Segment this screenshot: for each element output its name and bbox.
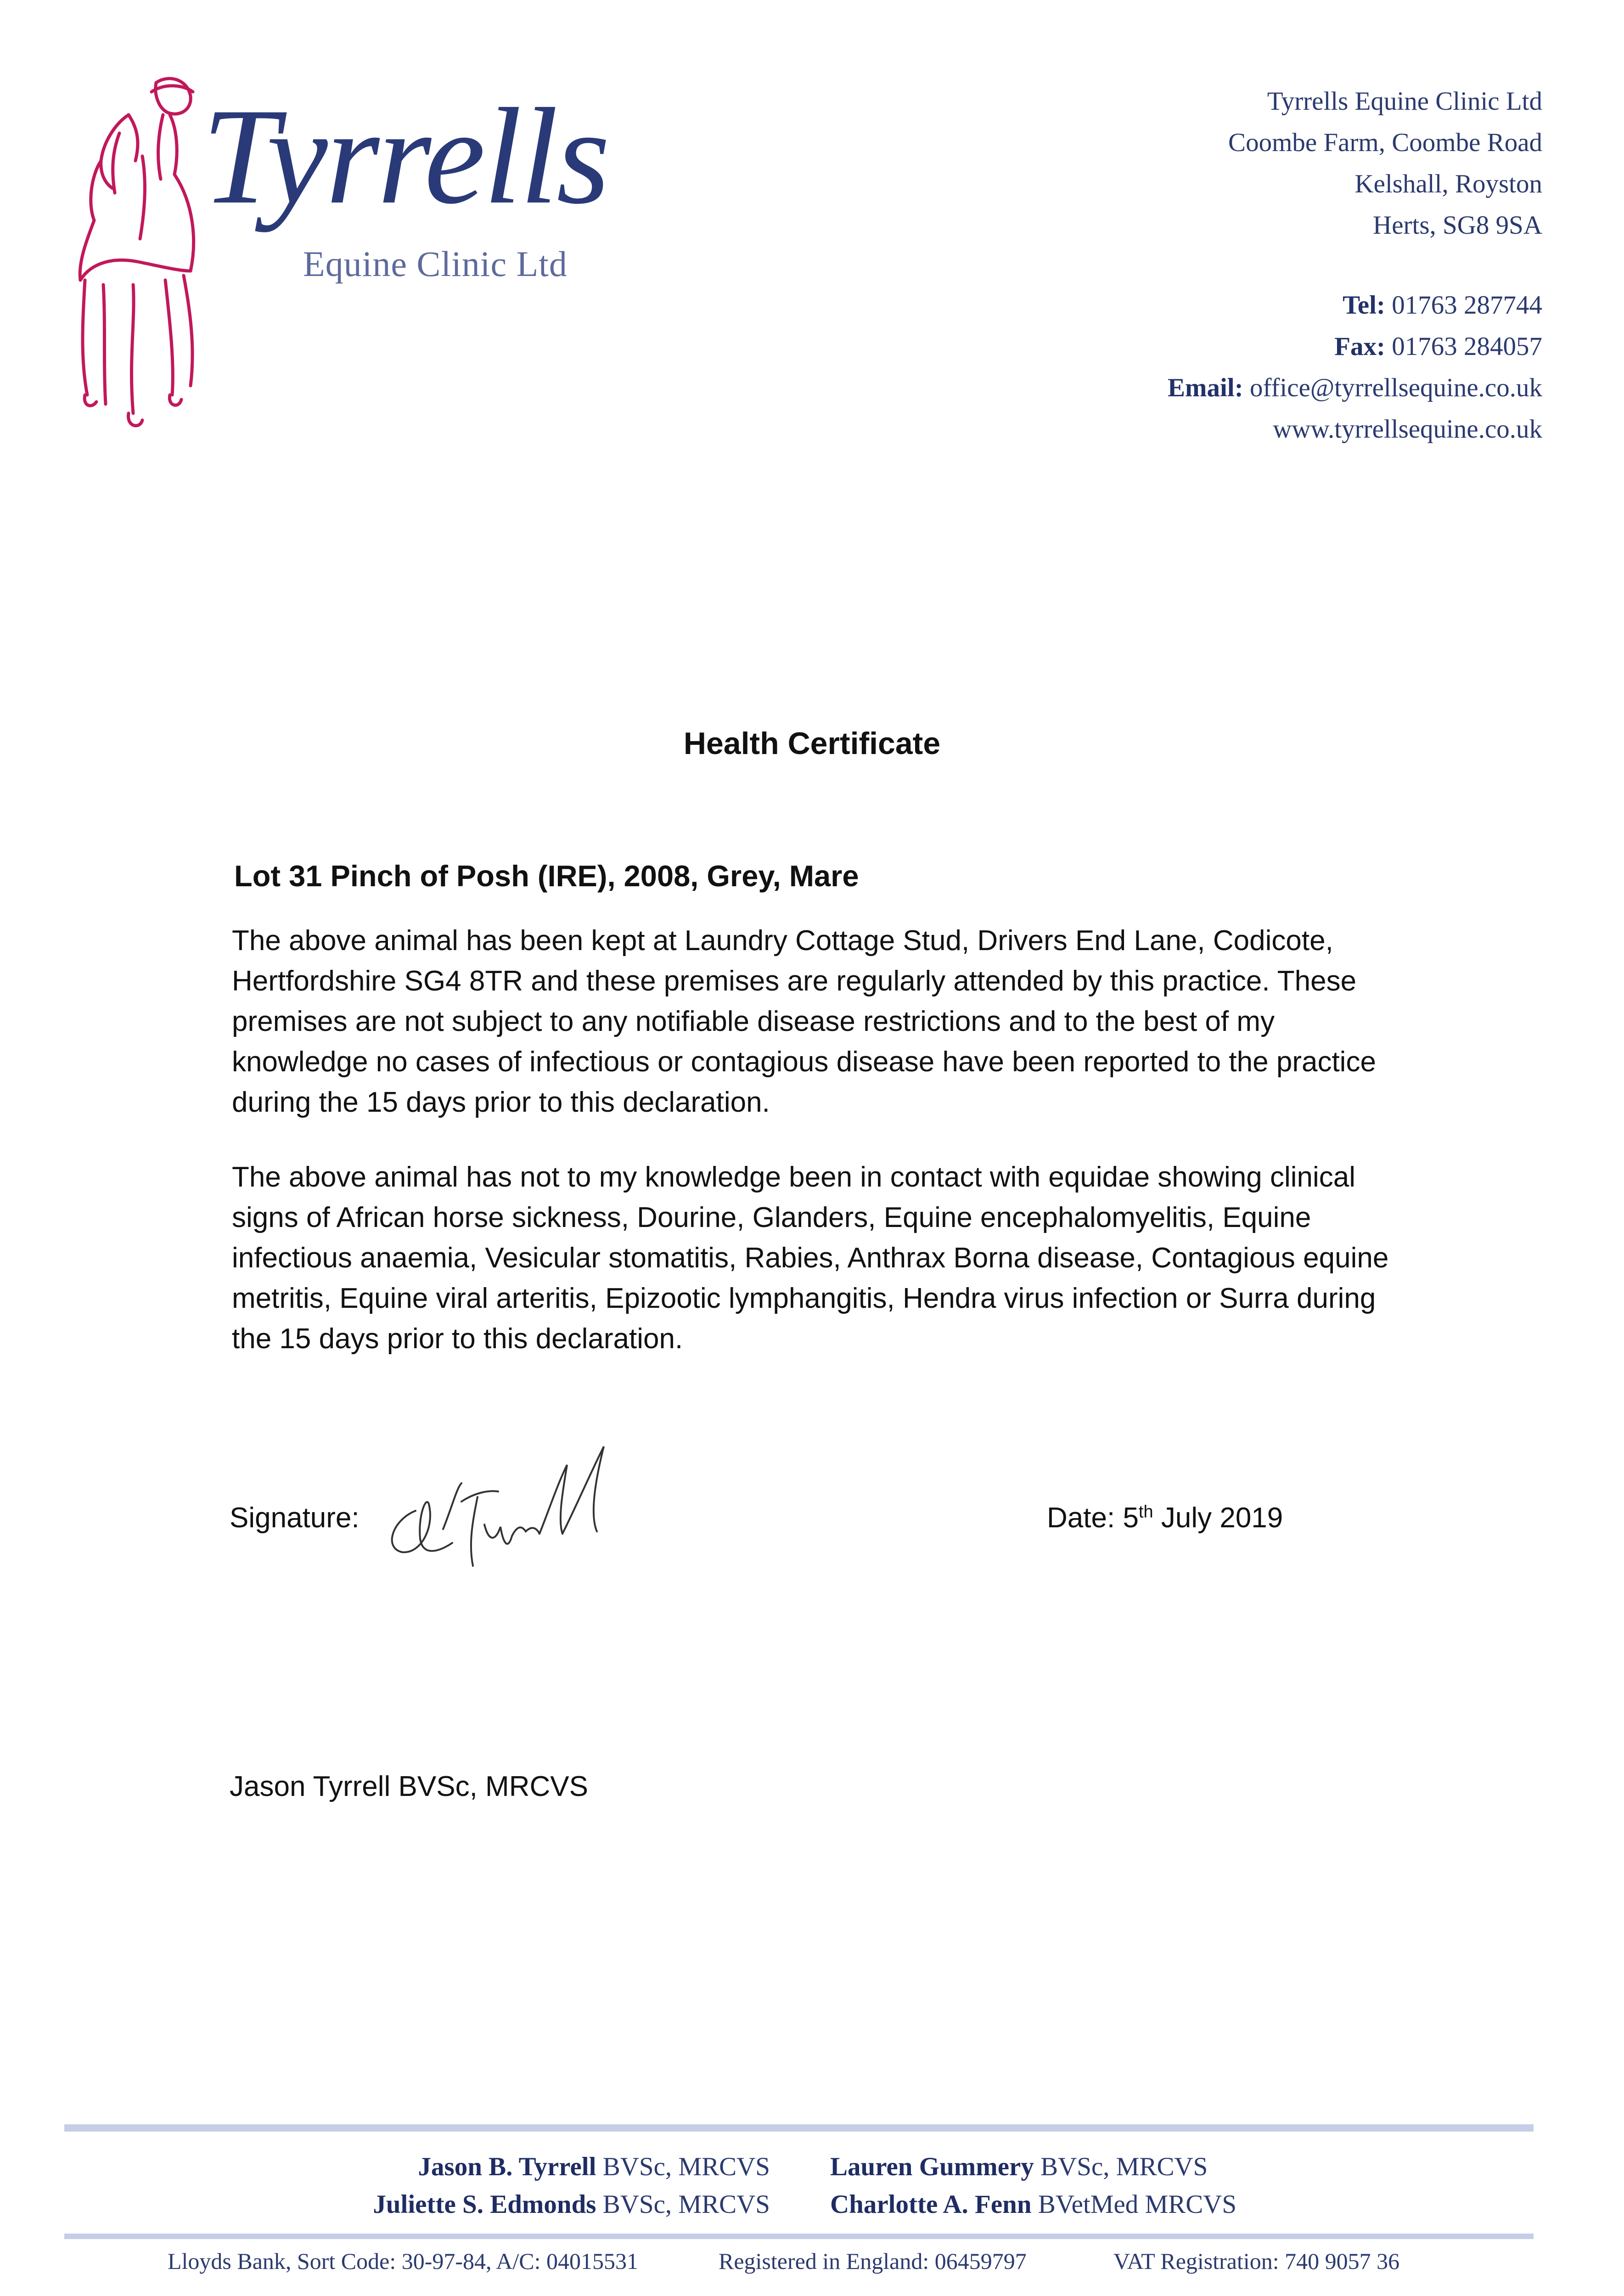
staff-quals: BVSc, MRCVS — [1040, 2152, 1208, 2181]
date-label: Date: — [1047, 1502, 1115, 1534]
website-link[interactable]: www.tyrrellsequine.co.uk — [1273, 415, 1542, 444]
handwritten-signature — [374, 1437, 659, 1575]
footer-divider-top — [64, 2124, 1534, 2132]
date-rest: July 2019 — [1161, 1502, 1283, 1534]
tel-value: 01763 287744 — [1392, 291, 1542, 320]
staff-name: Juliette S. Edmonds — [373, 2190, 596, 2219]
tel-line — [1343, 290, 1542, 320]
email-label: Email: — [1168, 373, 1243, 402]
brand-subtitle: Equine Clinic Ltd — [303, 244, 568, 284]
email-link[interactable]: office@tyrrellsequine.co.uk — [1249, 373, 1542, 402]
fax-value: 01763 284057 — [1392, 332, 1542, 361]
staff-quals: BVSc, MRCVS — [602, 2152, 770, 2181]
address-line-2: Coombe Farm, Coombe Road — [1228, 128, 1542, 157]
address-line-3: Kelshall, Royston — [1354, 169, 1542, 198]
staff-member-2 — [373, 2189, 770, 2219]
footer-divider-bottom — [64, 2234, 1534, 2239]
date-day: 5 — [1123, 1502, 1139, 1534]
date-suffix: th — [1138, 1502, 1153, 1522]
staff-quals: BVetMed MRCVS — [1038, 2190, 1237, 2219]
registration-number: Registered in England: 06459797 — [719, 2248, 1027, 2274]
staff-name: Lauren Gummery — [830, 2152, 1034, 2181]
email-line — [1168, 373, 1542, 403]
fax-label: Fax: — [1334, 332, 1385, 361]
lot-heading: Lot 31 Pinch of Posh (IRE), 2008, Grey, Mare — [234, 859, 859, 893]
bank-details: Lloyds Bank, Sort Code: 30-97-84, A/C: 04015531 — [168, 2248, 638, 2274]
signature-label: Signature: — [230, 1502, 360, 1534]
page-title: Health Certificate — [683, 726, 941, 761]
brand-wordmark: Tyrrells — [202, 80, 608, 232]
fax-line — [1334, 332, 1542, 361]
address-line-1: Tyrrells Equine Clinic Ltd — [1267, 87, 1542, 116]
contact-paragraph: The above animal has not to my knowledge been in contact with equidae showing clinical signs of African horse sickness, Dourine, Glanders, Equine encephalomyelitis, Equine infectious anaemia, Vesicular stomatitis, Rabies, Anthrax Borna disease, Contagious equine metritis, Equine viral arteritis, Epizootic lymphangitis, Hendra virus infection or Surra during the 15 days prior to this declaration. — [232, 1161, 1389, 1355]
staff-name: Charlotte A. Fenn — [830, 2190, 1032, 2219]
premises-paragraph: The above animal has been kept at Laundry Cottage Stud, Drivers End Lane, Codicote, Hertfordshire SG4 8TR and these premises are regularly attended by this practice. These premises are not subject to any notifiable disease restrictions and to the best of my knowledge no cases of infectious or contagious disease have been reported to the practice during the 15 days prior to this declaration. — [232, 925, 1376, 1118]
staff-name: Jason B. Tyrrell — [418, 2152, 596, 2181]
staff-member-4 — [830, 2189, 1236, 2219]
vat-number: VAT Registration: 740 9057 36 — [1113, 2248, 1400, 2274]
horse-logo-icon — [60, 64, 211, 445]
tel-label: Tel: — [1343, 291, 1385, 320]
address-line-4: Herts, SG8 9SA — [1373, 211, 1542, 240]
staff-quals: BVSc, MRCVS — [602, 2190, 770, 2219]
date-line — [1047, 1502, 1283, 1534]
staff-member-3 — [830, 2152, 1208, 2182]
staff-member-1 — [418, 2152, 770, 2182]
signer-name: Jason Tyrrell BVSc, MRCVS — [230, 1771, 588, 1802]
